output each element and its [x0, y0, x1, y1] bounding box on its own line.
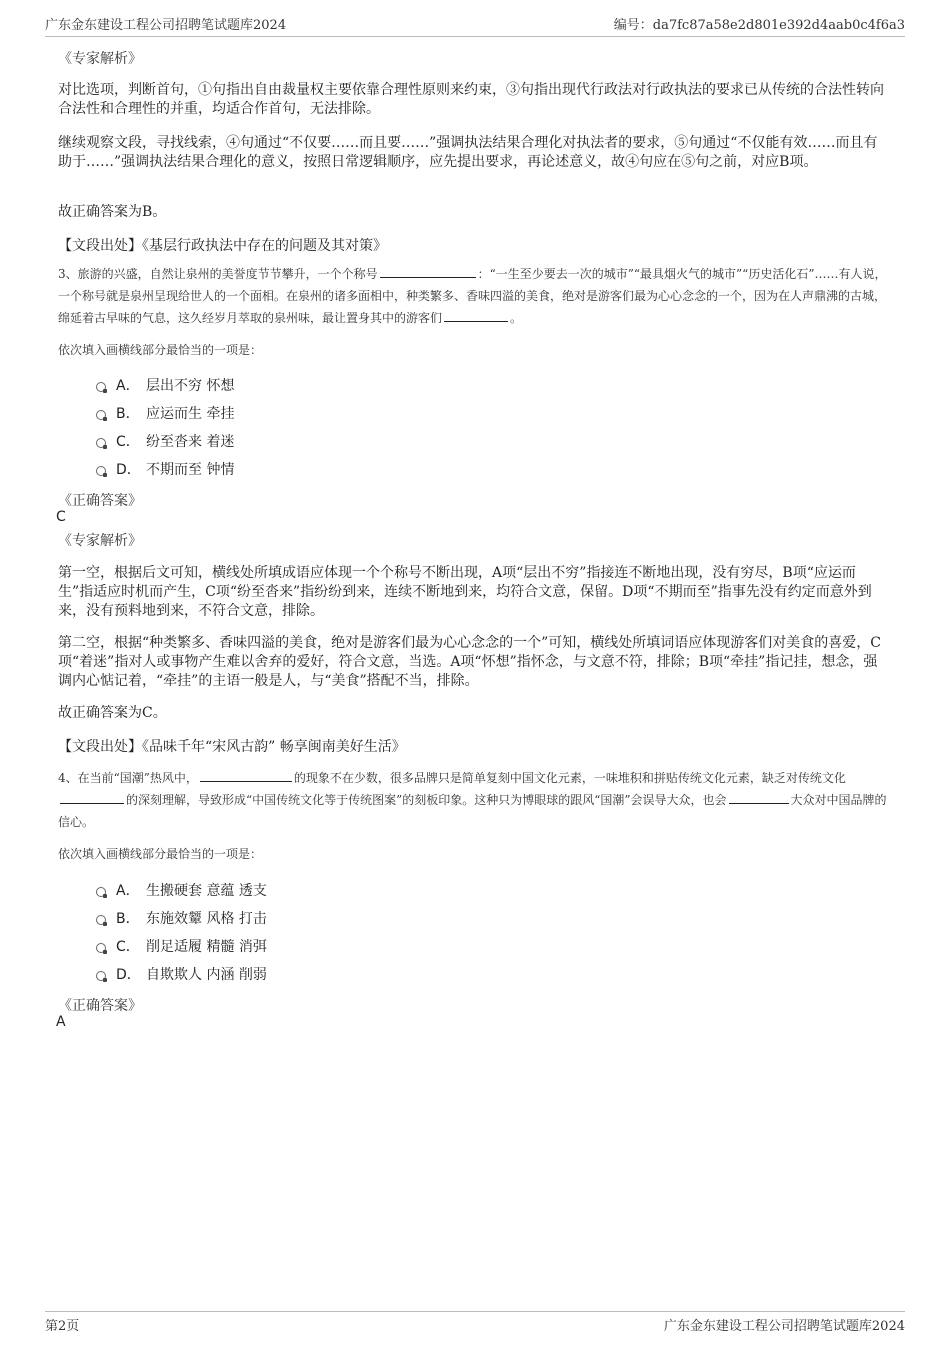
q2-conclusion: 故正确答案为B。 — [58, 204, 167, 220]
page-footer — [45, 1311, 905, 1337]
q3-option-c[interactable]: C． 纷至沓来 着迷 — [96, 431, 234, 451]
q4-question-text — [58, 767, 898, 833]
radio-icon[interactable] — [96, 915, 106, 925]
q3-conclusion: 故正确答案为C。 — [58, 705, 167, 721]
q3-blank-1 — [380, 265, 476, 278]
q3-analysis-para1: 第一空，根据后文可知，横线处所填成语应体现一个个称号不断出现，A项“层出不穷”指接连不断地出现，没有穷尽，B项“应运而生”指适应时机而产生，C项“纷至沓来”指纷纷到来，连续不断地到来，均符合文意，保留。D项“不期而至”指事先没有约定而意外到来，没有预料地到来，不符合文意，排除。 — [58, 565, 872, 619]
header-doc-id: 编号：da7fc87a58e2d801e392d4aab0c4f6a3 — [613, 18, 905, 33]
q3-text-part1: 3、旅游的兴盛，自然让泉州的美誉度节节攀升，一个个称号 — [58, 267, 378, 281]
q3-expert-label: 《专家解析》 — [58, 533, 142, 549]
q4-answer-label: 《正确答案》 — [58, 998, 142, 1014]
radio-icon[interactable] — [96, 887, 106, 897]
q2-analysis-para2: 继续观察文段，寻找线索，④句通过“不仅要……而且要……”强调执法结果合理化对执法者的要求，⑤句通过“不仅能有效……而且有助于……”强调执法结果合理化的意义，按照日常逻辑顺序，应先提出要求，再论述意义，故④句应在⑤句之前，对应B项。 — [58, 135, 878, 170]
radio-icon[interactable] — [96, 382, 106, 392]
q3-instruction: 依次填入画横线部分最恰当的一项是： — [58, 343, 263, 357]
q3-text-part2: ：“一生至少要去一次的城市”“最具烟火气的城市”“历史活化石”……有人说，一个称号就是泉州呈现给世人的一个面相。在泉州的诸多面相中，种类繁多、香味四溢的美食，绝对是游客们最为心心念念的一个，因为在人声鼎沸的古城，绵延着古早味的气息，这久经岁月萃取的泉州味，最让置身其中的游客们 — [58, 267, 887, 325]
radio-icon[interactable] — [96, 943, 106, 953]
radio-icon[interactable] — [96, 466, 106, 476]
q3-option-a[interactable]: A． 层出不穷 怀想 — [96, 375, 234, 395]
q4-text-part2: 的现象不在少数，很多品牌只是简单复刻中国文化元素，一味堆积和拼贴传统文化元素，缺乏对传统文化 — [293, 771, 846, 785]
q4-text-part1: 4、在当前“国潮”热风中， — [58, 771, 198, 785]
q4-option-d[interactable]: D． 自欺欺人 内涵 削弱 — [96, 964, 267, 984]
q2-expert-label: 《专家解析》 — [58, 51, 142, 67]
footer-page-number: 第2页 — [45, 1319, 80, 1334]
q3-option-b[interactable]: B． 应运而生 牵挂 — [96, 403, 234, 423]
q3-answer: C — [56, 509, 66, 525]
q3-source: 【文段出处】《品味千年“宋风古韵” 畅享闽南美好生活》 — [58, 739, 406, 755]
header-title: 广东金东建设工程公司招聘笔试题库2024 — [45, 18, 287, 33]
q4-text-part4: 大众对中国品牌的信心。 — [58, 793, 887, 829]
q4-option-c[interactable]: C． 削足适履 精髓 消弭 — [96, 936, 267, 956]
q4-answer: A — [56, 1014, 66, 1030]
q4-blank-2 — [60, 791, 124, 804]
q3-option-d[interactable]: D． 不期而至 钟情 — [96, 459, 234, 479]
radio-icon[interactable] — [96, 971, 106, 981]
footer-title: 广东金东建设工程公司招聘笔试题库2024 — [663, 1319, 905, 1334]
q2-analysis-para1: 对比选项，判断首句，①句指出自由裁量权主要依靠合理性原则来约束，③句指出现代行政法对行政执法的要求已从传统的合法性转向合法性和合理性的并重，均适合作首句，无法排除。 — [58, 82, 884, 117]
q4-option-b[interactable]: B． 东施效颦 风格 打击 — [96, 908, 267, 928]
radio-icon[interactable] — [96, 410, 106, 420]
q4-option-a[interactable]: A． 生搬硬套 意蕴 透支 — [96, 880, 267, 900]
q2-source: 【文段出处】《基层行政执法中存在的问题及其对策》 — [58, 238, 387, 254]
page-header — [45, 14, 905, 37]
q3-blank-2 — [444, 309, 508, 322]
q3-answer-label: 《正确答案》 — [58, 493, 142, 509]
q3-analysis-para2: 第二空，根据“种类繁多、香味四溢的美食，绝对是游客们最为心心念念的一个”可知，横线处所填词语应体现游客们对美食的喜爱，C项“着迷”指对人或事物产生难以舍弃的爱好，符合文意，当选。A项“怀想”指怀念，与文意不符，排除；B项“牵挂”指记挂，想念，强调内心惦记着，“牵挂”的主语一般是人，与“美食”搭配不当，排除。 — [58, 635, 882, 689]
q4-blank-3 — [729, 791, 789, 804]
q4-blank-1 — [200, 769, 292, 782]
q3-question-text — [58, 263, 894, 329]
radio-icon[interactable] — [96, 438, 106, 448]
q3-text-part3: 。 — [510, 311, 523, 325]
q4-instruction: 依次填入画横线部分最恰当的一项是： — [58, 847, 263, 861]
q4-text-part3: 的深刻理解，导致形成“中国传统文化等于传统图案”的刻板印象。这种只为博眼球的跟风“国潮”会误导大众，也会 — [126, 793, 727, 807]
